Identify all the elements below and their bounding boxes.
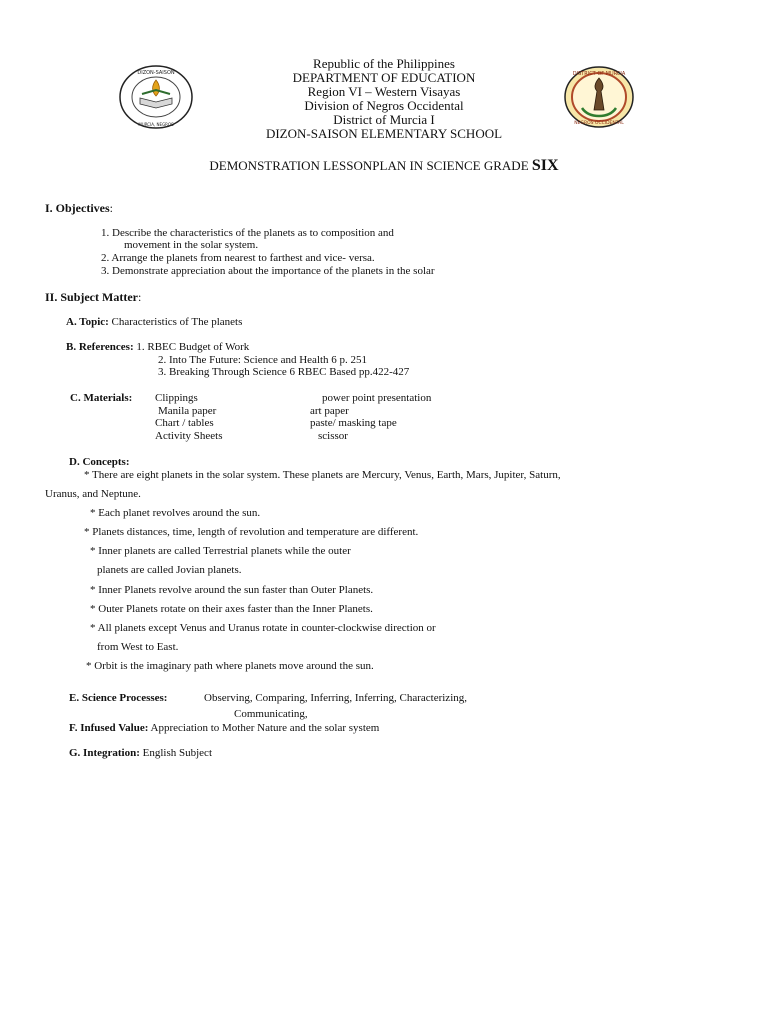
material-item: Activity Sheets xyxy=(155,430,223,442)
svg-text:NEGROS OCCIDENTAL: NEGROS OCCIDENTAL xyxy=(574,121,624,126)
concept-item: * Each planet revolves around the sun. xyxy=(90,507,261,519)
integration-line: G. Integration: English Subject xyxy=(69,747,212,759)
concept-item: * Inner planets are called Terrestrial planets while the outer xyxy=(90,545,351,557)
seal-left-text: DIZON-SAISON xyxy=(137,70,175,76)
topic-line: A. Topic: Characteristics of The planets xyxy=(66,316,243,328)
objective-item: 3. Demonstrate appreciation about the importance of the planets in the solar xyxy=(101,265,435,277)
references-line: B. References: 1. RBEC Budget of Work xyxy=(66,341,250,353)
concept-item: * There are eight planets in the solar system. These planets are Mercury, Venus, Earth, Mars, Jupiter, Saturn, xyxy=(84,469,561,481)
concept-item: * All planets except Venus and Uranus rotate in counter-clockwise direction or xyxy=(90,622,436,634)
reference-item: 2. Into The Future: Science and Health 6 p. 251 xyxy=(158,354,368,366)
svg-text:MURCIA, NEGROS: MURCIA, NEGROS xyxy=(138,122,174,127)
concept-item: * Inner Planets revolve around the sun faster than Outer Planets. xyxy=(90,584,374,596)
concepts-label: D. Concepts: xyxy=(69,456,130,468)
infused-value-line: F. Infused Value: Appreciation to Mother Nature and the solar system xyxy=(69,722,380,734)
svg-text:DISTRICT OF MURCIA: DISTRICT OF MURCIA xyxy=(572,71,626,77)
material-item: art paper xyxy=(310,405,349,417)
header-republic: Republic of the Philippines xyxy=(313,56,455,71)
objective-item: movement in the solar system. xyxy=(124,239,259,251)
concept-item: * Planets distances, time, length of revolution and temperature are different. xyxy=(84,526,419,538)
material-item: power point presentation xyxy=(322,392,432,404)
material-item: Clippings xyxy=(155,392,198,404)
subject-matter-heading: II. Subject Matter: xyxy=(45,290,142,304)
page-title: DEMONSTRATION LESSONPLAN IN SCIENCE GRADE SIX xyxy=(209,157,559,174)
concept-item: planets are called Jovian planets. xyxy=(97,564,242,576)
materials-label: C. Materials: xyxy=(70,392,133,404)
concept-item: * Orbit is the imaginary path where planets move around the sun. xyxy=(86,660,374,672)
material-item: paste/ masking tape xyxy=(310,417,397,429)
material-item: Chart / tables xyxy=(155,417,214,429)
concept-item: * Outer Planets rotate on their axes faster than the Inner Planets. xyxy=(90,603,373,615)
concept-item: from West to East. xyxy=(97,641,179,653)
reference-item: 3. Breaking Through Science 6 RBEC Based pp.422-427 xyxy=(158,366,410,378)
concept-item: Uranus, and Neptune. xyxy=(45,488,141,500)
material-item: scissor xyxy=(318,430,348,442)
header-division: Division of Negros Occidental xyxy=(304,98,464,113)
header-department: DEPARTMENT OF EDUCATION xyxy=(292,70,476,85)
science-processes-value: Communicating, xyxy=(234,708,308,720)
objective-item: 2. Arrange the planets from nearest to farthest and vice- versa. xyxy=(101,252,375,264)
header-region: Region VI – Western Visayas xyxy=(307,84,461,99)
science-processes-label: E. Science Processes: xyxy=(69,692,168,704)
material-item: Manila paper xyxy=(158,405,217,417)
header-district: District of Murcia I xyxy=(333,112,435,127)
objectives-heading: I. Objectives: xyxy=(45,201,113,215)
science-processes-value: Observing, Comparing, Inferring, Inferring, Characterizing, xyxy=(204,692,467,704)
objective-item: 1. Describe the characteristics of the planets as to composition and xyxy=(101,227,394,239)
header-school: DIZON-SAISON ELEMENTARY SCHOOL xyxy=(265,126,503,141)
